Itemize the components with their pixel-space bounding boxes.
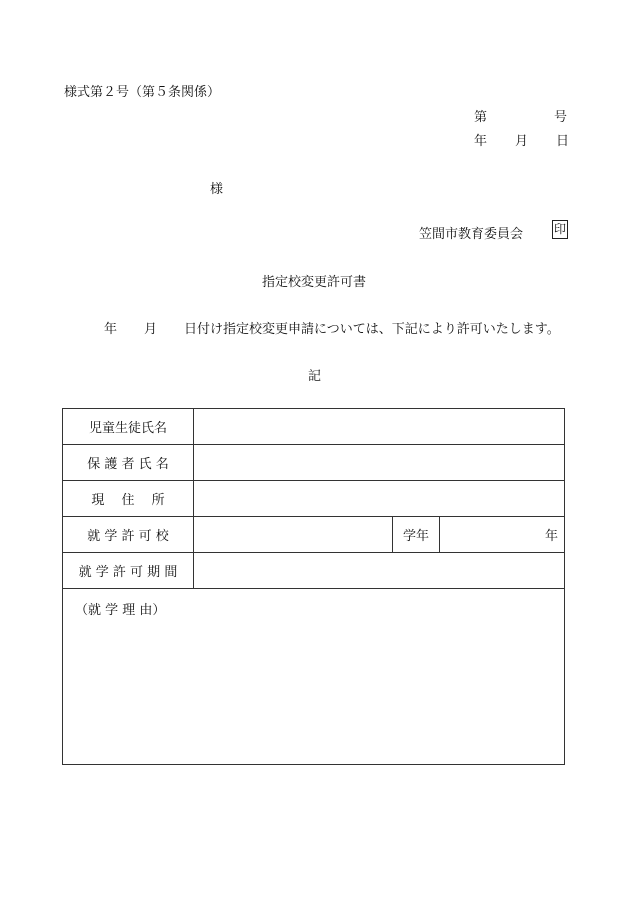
student-name-field[interactable] <box>194 409 565 445</box>
ki-heading: 記 <box>308 369 322 384</box>
table-row <box>63 409 565 445</box>
addressee-suffix: 様 <box>210 182 224 197</box>
guardian-name-label: 保 護 者 氏 名 <box>63 445 194 481</box>
student-name-label: 児童生徒氏名 <box>63 409 194 445</box>
table-row <box>63 517 565 553</box>
issuer-name: 笠間市教育委員会 <box>419 227 524 242</box>
number-label-go: 号 <box>554 110 568 125</box>
date-year-label: 年 <box>474 134 488 149</box>
permission-form-table <box>62 408 565 765</box>
document-title: 指定校変更許可書 <box>262 275 367 290</box>
school-label: 就 学 許 可 校 <box>63 517 194 553</box>
table-row <box>63 481 565 517</box>
address-field[interactable] <box>194 481 565 517</box>
reason-field[interactable] <box>63 589 565 765</box>
guardian-name-field[interactable] <box>194 445 565 481</box>
period-label: 就 学 許 可 期 間 <box>63 553 194 589</box>
grade-label: 学年 <box>393 517 440 553</box>
body-month-label: 月 <box>144 322 158 337</box>
grade-unit[interactable]: 年 <box>440 517 565 553</box>
body-text: 日付け指定校変更申請については、下記により許可いたします。 <box>184 322 560 337</box>
date-month-label: 月 <box>515 134 529 149</box>
address-label: 現 住 所 <box>63 481 194 517</box>
period-field[interactable] <box>194 553 565 589</box>
table-row <box>63 589 565 765</box>
table-row <box>63 553 565 589</box>
reason-label: （就 学 理 由） <box>75 603 166 618</box>
date-day-label: 日 <box>556 134 570 149</box>
table-row <box>63 445 565 481</box>
form-number: 様式第２号（第５条関係） <box>64 85 221 100</box>
school-field[interactable] <box>194 517 393 553</box>
number-label-dai: 第 <box>474 110 488 125</box>
seal-mark: 印 <box>552 220 568 239</box>
body-year-label: 年 <box>104 322 118 337</box>
